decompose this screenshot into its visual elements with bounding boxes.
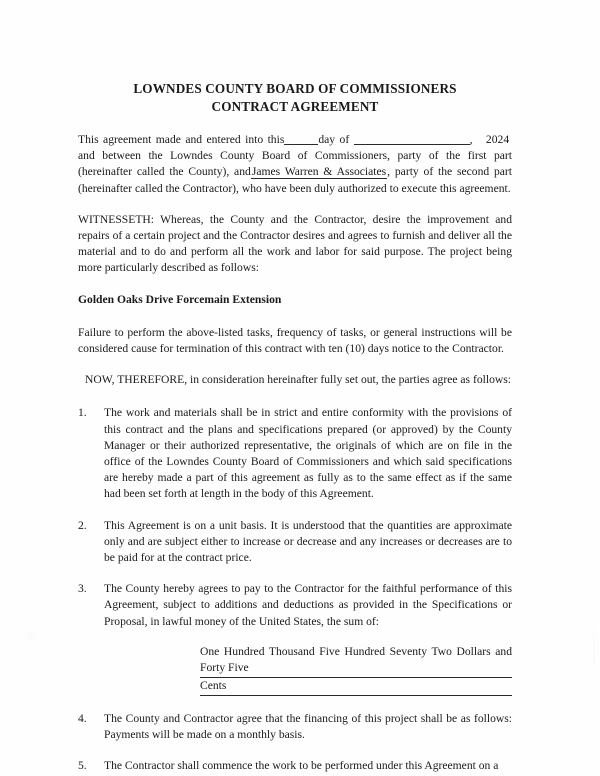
- intro-paragraph: [78, 132, 512, 197]
- clause-number-3: 3.: [78, 582, 87, 596]
- contractor-name-field[interactable]: James Warren & Associates: [251, 165, 387, 179]
- now-therefore-paragraph: NOW, THEREFORE, in consideration hereinafter fully set out, the parties agree as follows:: [85, 373, 511, 387]
- day-blank-field[interactable]: [284, 144, 318, 145]
- scan-artifact-edge: [593, 625, 595, 665]
- clause-item-3: [78, 581, 512, 695]
- clause-number-5: 5.: [78, 759, 87, 773]
- clause-number-1: 1.: [78, 406, 87, 420]
- intro-after-day: day of: [318, 133, 350, 146]
- clause-text-4: The County and Contractor agree that the financing of this project shall be as follows: Payments will be made on a monthly basis.: [104, 711, 512, 741]
- clause-number-4: 4.: [78, 711, 87, 725]
- clause-text-5: The Contractor shall commence the work to be performed under this Agreement on a: [104, 759, 499, 773]
- month-blank-field[interactable]: [354, 144, 470, 145]
- scan-artifact-smudge: [27, 630, 36, 642]
- clause-text-2: This Agreement is on a unit basis. It is understood that the quantities are approximate only and are subject either to increase or decrease and any increases or decreases are to be paid for at the contract price.: [104, 518, 512, 565]
- witnesseth-paragraph: WITNESSETH: Whereas, the County and the Contractor, desire the improvement and repairs of a certain project and the Contractor desires and agrees to furnish and deliver all the material and to do and perform all the work and labor for said purpose. The project being more particularly described as follows:: [78, 212, 512, 275]
- document-body: [78, 80, 512, 774]
- clause-item-5: [78, 758, 512, 774]
- contract-amount-block: [104, 644, 512, 696]
- project-title: Golden Oaks Drive Forcemain Extension: [78, 292, 282, 306]
- title-line-1: LOWNDES COUNTY BOARD OF COMMISSIONERS: [133, 81, 457, 96]
- clause-list: [78, 405, 512, 774]
- title-line-2: CONTRACT AGREEMENT: [211, 98, 379, 114]
- clause-item-2: [78, 518, 512, 567]
- contract-amount-line-1[interactable]: One Hundred Thousand Five Hundred Seventy Two Dollars and Forty Five: [200, 644, 512, 678]
- intro-year: 2024: [485, 133, 510, 146]
- intro-before-day: This agreement made and entered into this: [78, 133, 285, 146]
- intro-comma: ,: [469, 133, 473, 146]
- clause-text-3: The County hereby agrees to pay to the Contractor for the faithful performance of this Agreement, subject to additions and deductions as provided in the Specifications or Proposal, in lawful money of the United States, the sum of:: [104, 582, 512, 628]
- clause-item-1: [78, 405, 512, 502]
- contract-amount-line-2[interactable]: Cents: [200, 678, 512, 696]
- failure-clause-paragraph: Failure to perform the above-listed tasks, frequency of tasks, or general instructions will be considered cause for termination of this contract with ten (10) days notice to the Contractor.: [78, 325, 512, 356]
- intro-after-year: and between the Lowndes County Board of Commissioners, party of the first part (hereinafter called the County), and: [78, 149, 512, 179]
- clause-text-1: The work and materials shall be in strict and entire conformity with the provisions of this contract and the plans and specifications prepared (or approved) by the County Manager or their authorized representative, the originals of which are on file in the office of the Lowndes County Board of Commissioners and which said specifications are hereby made a part of this agreement as fully as to the same effect as if the same had been set forth at length in the body of this Agreement.: [104, 406, 512, 501]
- clause-item-4: [78, 711, 512, 743]
- intro-after-contractor: , party of the second part (hereinafter called the Contractor), who have been duly authorized to execute this agreement.: [78, 165, 513, 195]
- clause-number-2: 2.: [78, 518, 87, 532]
- page-title: [78, 80, 512, 115]
